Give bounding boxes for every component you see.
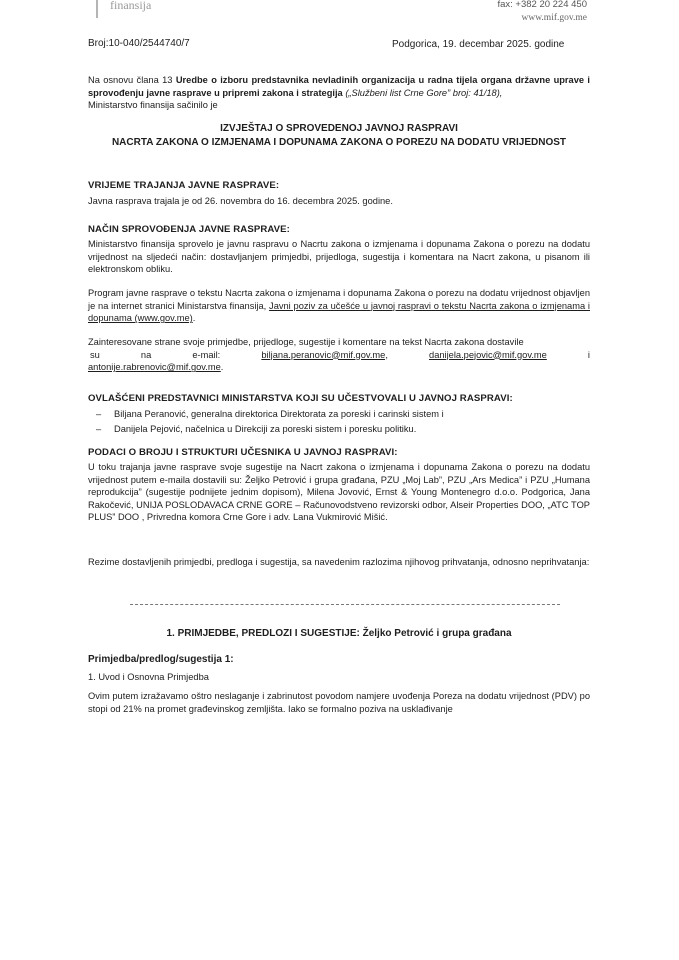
intro-gazette: („Službeni list Crne Gore” broj: 41/18),	[342, 87, 503, 98]
report-title-line2: NACRTA ZAKONA O IZMJENAMA I DOPUNAMA ZAKONA O POREZU NA DODATU VRIJEDNOST	[111, 137, 567, 148]
email-link-peranovic[interactable]: biljana.peranovic@mif.gov.me,	[261, 349, 388, 360]
email-line-su: su	[90, 349, 100, 360]
duration-text: Javna rasprava trajala je od 26. novembra do 16. decembra 2025. godine.	[88, 196, 393, 206]
summary-text: Rezime dostavljenih primjedbi, predloga i sugestija, sa navedenim razlozima njihovog prihvatanja, odnosno neprihvatanja:	[88, 557, 590, 567]
reference-number: Broj:10-040/2544740/7	[88, 38, 190, 49]
method-para3	[88, 336, 590, 374]
method-para2	[88, 287, 590, 325]
method-para2-end: .	[192, 313, 196, 324]
letterhead-org-name: finansija	[110, 0, 152, 12]
letterhead-rule	[96, 0, 98, 18]
representatives-list	[96, 408, 598, 435]
method-para1: Ministarstvo finansija sprovelo je javnu raspravu o Nacrtu zakona o izmjenama i dopunama Zakona o porezu na dodatu vrijednost na sljedeći način: dostavljanjem primjedbi, prijedloga, sugestija i komentara na Nacrt zakona, u pisanom ili elektronskom obliku.	[88, 239, 590, 275]
method-para2-lead: Program javne rasprave o tekstu Nacrta zakona o izmjenama i dopunama Zakona o porezu na dodatu vrijednost objavljen je na internet stranici Ministarstva finansija,	[88, 288, 590, 311]
representative-item	[96, 408, 598, 421]
place-date: Podgorica, 19. decembar 2025. godine	[392, 39, 565, 50]
intro-closing: Ministarstvo finansija sačinilo je	[88, 100, 218, 111]
email-line-na: na	[140, 349, 152, 360]
letterhead-website: www.mif.gov.me	[521, 13, 587, 23]
report-title-line1: IZVJEŠTAJ O SPROVEDENOJ JAVNOJ RASPRAVI	[220, 123, 458, 134]
email3-end: .	[220, 362, 224, 373]
section-divider	[130, 604, 560, 605]
participants-heading: PODACI O BROJU I STRUKTURI UČESNIKA U JAVNOJ RASPRAVI:	[88, 447, 398, 458]
dash-icon: –	[96, 423, 102, 434]
intro-paragraph	[88, 74, 590, 112]
section1-heading-num: 1. PRIMJEDBE, PREDLOZI I SUGESTIJE:	[166, 628, 363, 639]
representative-text: Danijela Pejović, načelnica u Direkciji za poreski sistem i poresku politiku.	[114, 423, 417, 434]
method-heading: NAČIN SPROVOĐENJA JAVNE RASPRAVE:	[88, 224, 290, 235]
comment-point: 1. Uvod i Osnovna Primjedba	[88, 672, 209, 682]
dash-icon: –	[96, 409, 102, 419]
intro-decree: Uredbe o izboru predstavnika nevladinih organizacija u radna tijela organa državne uprave i sprovođenju javne rasprave u pripremi zakona i strategija	[88, 75, 590, 98]
letterhead-fax: fax: +382 20 224 450	[497, 0, 587, 10]
email-line	[88, 349, 590, 362]
duration-heading: VRIJEME TRAJANJA JAVNE RASPRAVE:	[88, 180, 280, 191]
representatives-heading: OVLAŠĆENI PREDSTAVNICI MINISTARSTVA KOJI SU UČESTVOVALI U JAVNOJ RASPRAVI:	[88, 393, 513, 404]
intro-lead: Na osnovu člana 13	[88, 75, 176, 85]
comment-text: Ovim putem izražavamo oštro neslaganje i zabrinutost povodom namjere uvođenja Poreza na dodatu vrijednost (PDV) po stopi od 21% na promet građevinskog zemljišta. Iako se formalno poziva na usklađivanje	[88, 691, 590, 714]
method-para3-text: Zainteresovane strane svoje primjedbe, prijedloge, sugestije i komentare na tekst Nacrta zakona dostavile	[88, 337, 524, 347]
email-line-i: i	[587, 349, 590, 360]
report-title	[88, 122, 590, 150]
section1-heading-name: Željko Petrović i grupa građana	[362, 628, 512, 639]
representative-text: Biljana Peranović, generalna direktorica Direktorata za poreski i carinski sistem i	[114, 409, 444, 419]
email-link-rabrenovic[interactable]: antonije.rabrenovic@mif.gov.me	[88, 362, 221, 373]
comment-subheading: Primjedba/predlog/sugestija 1:	[88, 654, 234, 665]
representative-item	[96, 423, 598, 436]
participants-text: U toku trajanja javne rasprave svoje sugestije na Nacrt zakona o izmjenama i dopunama Zakona o porezu na dodatu vrijednost putem e-maila dostavili su: Željko Petrović i grupa građana, PZU „Moj Lab”, PZU „Ars Medica” i PZU „Humana reprodukcija” (sugestije podnijete jednim dopisom), Milena Jovović, Ernst & Young Montenegro d.o.o. Podgorica, Jana Rakočević, UNIJA POSLODAVACA CRNE GORE – Računovodstveno revizorski odbor, Alseir Properties DOO, „ATC TOP PLUS” DOO , Privredna komora Crne Gore i adv. Lana Vukmirović Mišić.	[88, 462, 590, 523]
email-link-pejovic[interactable]: danijela.pejovic@mif.gov.me	[429, 349, 547, 360]
public-call-link[interactable]: Javni poziv za učešće u javnoj raspravi o tekstu Nacrta zakona o izmjenama i dopunama (www.gov.me)	[88, 300, 590, 324]
email-line-label: e-mail:	[192, 349, 221, 360]
section1-heading	[88, 628, 590, 639]
